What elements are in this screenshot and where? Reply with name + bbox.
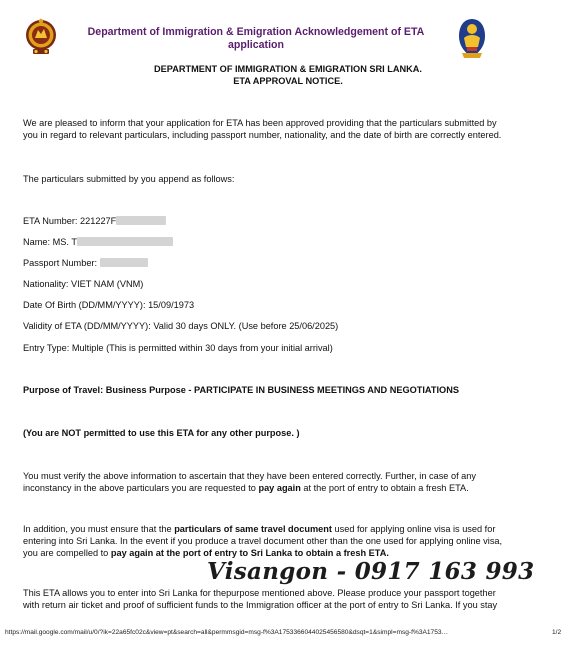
purpose-of-travel: Purpose of Travel: Business Purpose - PARTICIPATE IN BUSINESS MEETINGS AND NEGOTIATIONS [23, 385, 459, 395]
allows-line-2: with return air ticket and proof of sufficient funds to the Immigration officer at the port of entry to Sri Lanka. If you stay [23, 599, 498, 610]
not-permitted-notice: (You are NOT permitted to use this ETA for any other purpose. ) [23, 428, 300, 438]
print-footer-page-number: 1/2 [552, 629, 562, 636]
immigration-department-emblem-logo [456, 16, 488, 60]
sri-lanka-emblem-logo [24, 16, 58, 58]
verify-paragraph [23, 471, 553, 495]
pay-again-emphasis: pay again [258, 482, 301, 493]
department-heading: DEPARTMENT OF IMMIGRATION & EMIGRATION SRI LANKA. [154, 64, 422, 74]
date-of-birth-row: Date Of Birth (DD/MM/YYYY): 15/09/1973 [23, 300, 195, 310]
validity-row: Validity of ETA (DD/MM/YYYY): Valid 30 days ONLY. (Use before 25/06/2025) [23, 321, 339, 331]
eta-number-row [23, 216, 553, 228]
allows-line-1: This ETA allows you to enter into Sri Lanka for thepurpose mentioned above. Please produce your passport together [23, 588, 496, 598]
name-text: Name: MS. T [23, 237, 77, 247]
particulars-intro: The particulars submitted by you append as follows: [23, 174, 235, 184]
document-header-title [60, 26, 452, 51]
redacted-passport-number [100, 258, 148, 267]
approval-notice-heading: ETA APPROVAL NOTICE. [233, 76, 343, 86]
intro-line-1: We are pleased to inform that your application for ETA has been approved providing that the particulars submitted by [23, 118, 497, 128]
passport-row [23, 258, 553, 270]
eta-allows-paragraph [23, 588, 553, 612]
verify-line-1: You must verify the above information to ascertain that they have been entered correctly. Further, in case of any [23, 471, 476, 481]
header-title-line-1: Department of Immigration & Emigration Acknowledgement of ETA [87, 26, 425, 38]
nationality-row: Nationality: VIET NAM (VNM) [23, 279, 144, 289]
travel-document-paragraph [23, 524, 553, 559]
verify-line-2-text: inconstancy in the above particulars you are requested to [23, 482, 259, 493]
entry-type-row: Entry Type: Multiple (This is permitted within 30 days from your initial arrival) [23, 343, 333, 353]
travel-doc-line-1-tail: used for applying online visa is used for [331, 524, 496, 534]
pay-again-port-emphasis: pay again at the port of entry to Sri Lanka to obtain a fresh ETA. [110, 547, 389, 558]
print-footer-url: https://mail.google.com/mail/u/0/?ik=22a65fc02c&view=pt&search=all&permmsgid=msg-f%3A1753366044025456580&dsqt=1&simpl=msg-f%3A1753… [5, 629, 449, 636]
intro-paragraph [23, 118, 553, 142]
passport-text: Passport Number: [23, 258, 98, 268]
name-row [23, 237, 553, 249]
header-title-line-2: application [228, 38, 284, 51]
verify-line-2-tail: at the port of entry to obtain a fresh ETA. [300, 482, 469, 493]
travel-doc-line-1 [23, 524, 553, 536]
travel-doc-line-2: entering into Sri Lanka. In the event if you produce a travel document other than the one used for applying online visa, [23, 535, 503, 546]
travel-doc-line-1-text: In addition, you must ensure that the [23, 524, 175, 534]
visangon-watermark: Visangon - 0917 163 993 [207, 558, 535, 585]
eta-number-text: ETA Number: 221227F [23, 216, 117, 226]
same-travel-document-emphasis: particulars of same travel document [174, 524, 332, 534]
verify-line-2 [23, 483, 553, 495]
redacted-name [77, 237, 173, 246]
intro-line-2: you in regard to relevant particulars, including passport number, nationality, and the date of birth are correctly entered. [23, 129, 502, 140]
redacted-eta-number [116, 216, 166, 225]
travel-doc-line-3-text: you are compelled to [23, 547, 111, 558]
